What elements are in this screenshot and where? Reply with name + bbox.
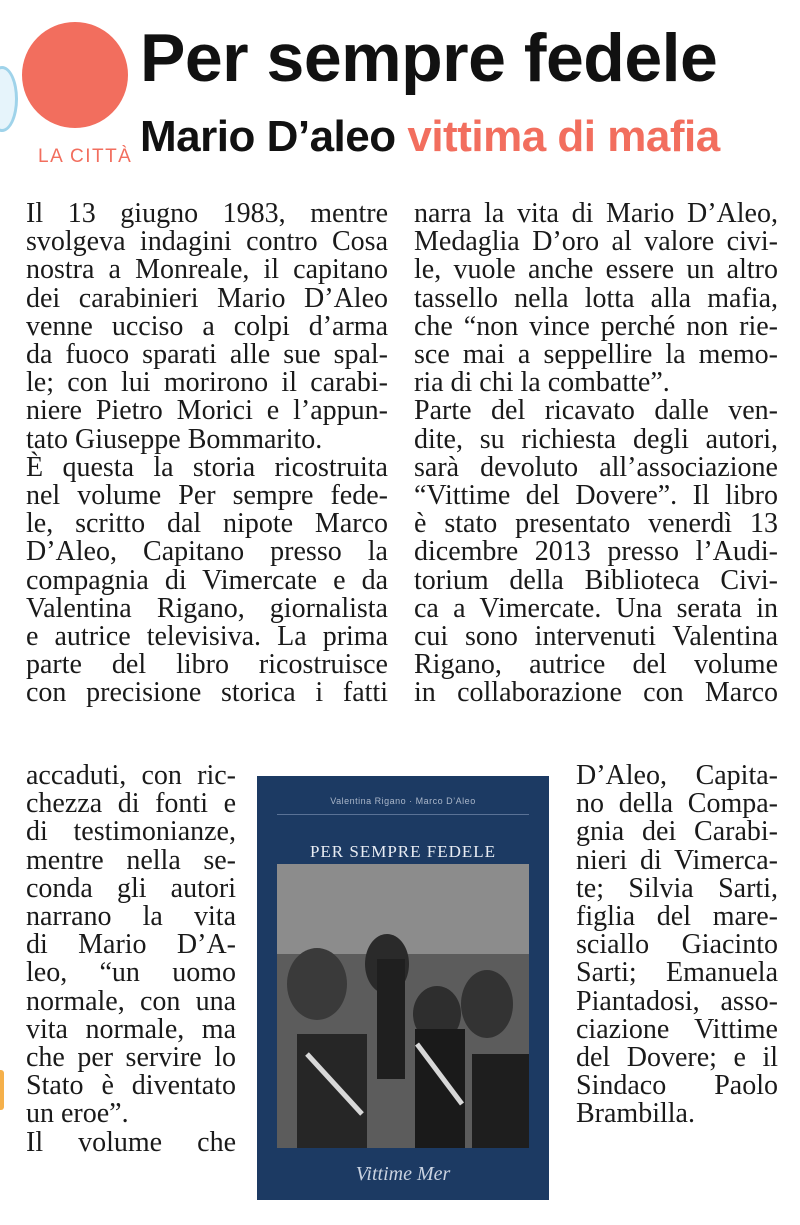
article-line: le, scritto dal nipote Marco [26,508,388,540]
article-line: in collaborazione con Marco [414,677,778,709]
article-line: Brambilla. [576,1098,695,1130]
article-line: compagnia di Vimercate e da [26,564,388,596]
article-line: Parte del ricavato dalle ven- [414,395,778,427]
article-line: un eroe”. [26,1098,129,1130]
article-line: figlia del mare- [576,901,778,933]
article-line: D’Aleo, Capita- [576,760,778,791]
article-line: le; con lui morirono il carabi- [26,367,388,399]
article-line: del Dovere; e il [576,1042,778,1074]
article-column-left-top [26,200,388,708]
article-line: le, vuole anche essere un altro [414,254,778,286]
article-line: gnia dei Carabi- [576,816,778,848]
article-line: È questa la storia ricostruita [26,451,388,483]
article-line: parte del libro ricostruisce [26,649,388,681]
article-line: vita normale, ma [26,1013,236,1045]
article-line: sciallo Giacinto [576,929,778,961]
article-line: tato Giuseppe Bommarito. [26,423,323,455]
article-line: nostra a Monreale, il capitano [26,254,388,286]
edge-decoration [0,66,18,132]
publisher-logo: Vittime Mer [355,1163,451,1185]
article-line: Sarti; Emanuela [576,957,778,989]
article-line: con precisione storica i fatti [26,677,388,709]
book-cover-authors: Valentina Rigano · Marco D’Aleo [330,796,476,806]
article-line: narrano la vita [26,901,236,933]
article-line: che per servire lo [26,1042,236,1074]
article-column-left-bottom [26,762,236,1157]
article-line: ria di chi la combatte”. [414,367,670,399]
article-line: cui sono intervenuti Valentina [414,621,778,653]
article-line: Il volume che [26,1126,236,1158]
article-line: chezza di fonti e [26,788,236,820]
article-line: Medaglia D’oro al valore civi- [414,226,778,258]
article-line: venne ucciso a colpi d’arma [26,310,388,342]
section-circle-icon [22,22,128,128]
article-line: è stato presentato venerdì 13 [414,508,778,540]
article-line: no della Compa- [576,788,778,820]
article-line: normale, con una [26,985,236,1017]
article-line: sarà devoluto all’associazione [414,451,778,483]
article-line: mentre nella se- [26,844,236,876]
article-line: ciazione Vittime [576,1013,778,1045]
article-line: Piantadosi, asso- [576,985,778,1017]
article-line: narra la vita di Mario D’Aleo, [414,198,778,229]
article-line: Rigano, autrice del volume [414,649,778,681]
article-line: Il 13 giugno 1983, mentre [26,198,388,229]
article-line: Valentina Rigano, giornalista [26,592,388,624]
article-line: Stato è diventato [26,1070,236,1102]
article-line: da fuoco sparati alle sue spal- [26,339,388,371]
headline: Per sempre fedele [140,20,718,96]
book-cover-title: PER SEMPRE FEDELE [309,842,497,861]
article-line: accaduti, con ric- [26,760,236,791]
article-line: nieri di Vimerca- [576,844,778,876]
ceremony-photo-icon [277,864,529,1148]
article-line: Sindaco Paolo [576,1070,778,1102]
book-cover-image [257,776,549,1200]
subheadline-accent: vittima di mafia [407,112,720,161]
book-cover-rule [277,814,529,815]
article-line: di Mario D’A- [26,929,236,961]
article-line: che “non vince perché non rie- [414,310,778,342]
article-line: ca a Vimercate. Una serata in [414,592,778,624]
article-line: dei carabinieri Mario D’Aleo [26,282,388,314]
article-line: “Vittime del Dovere”. Il libro [414,480,778,512]
subheadline [140,108,720,166]
article-line: e autrice televisiva. La prima [26,621,388,653]
book-cover-photo [277,864,529,1148]
edge-decoration-tab [0,1070,4,1110]
article-line: leo, “un uomo [26,957,236,989]
article-line: niere Pietro Morici e l’appun- [26,395,388,427]
article-line: tassello nella lotta alla mafia, [414,282,778,314]
article-line: conda gli autori [26,872,236,904]
article-line: sce mai a seppellire la memo- [414,339,778,371]
article-line: di testimonianze, [26,816,236,848]
article-line: dicembre 2013 presso l’Audi- [414,536,778,568]
subheadline-name: Mario D’aleo [140,112,396,161]
article-line: D’Aleo, Capitano presso la [26,536,388,568]
article-line: nel volume Per sempre fede- [26,480,388,512]
article-line: dite, su richiesta degli autori, [414,423,778,455]
article-line: torium della Biblioteca Civi- [414,564,778,596]
article-line: te; Silvia Sarti, [576,872,778,904]
article-line: svolgeva indagini contro Cosa [26,226,388,258]
article-column-right-top [414,200,778,708]
section-label: LA CITTÀ [38,146,133,167]
article-column-right-bottom [576,762,778,1129]
